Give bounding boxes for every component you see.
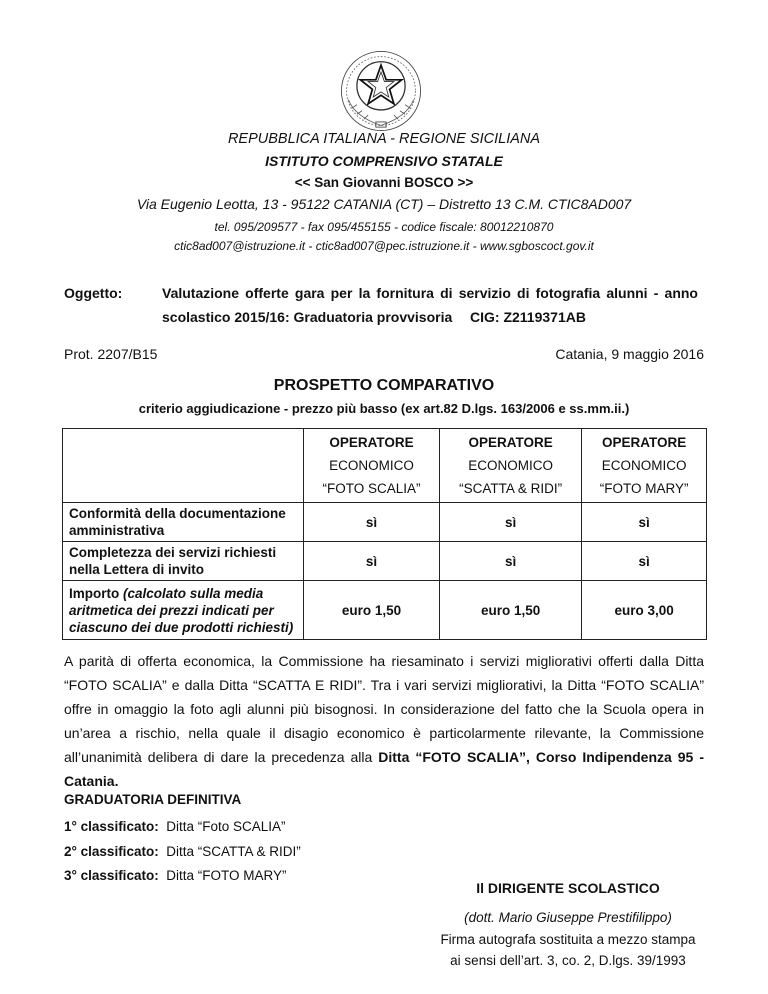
table-cell: sì: [582, 542, 707, 581]
table-cell: euro 1,50: [304, 581, 440, 640]
row-label-conformity: Conformità della documentazione amministrativa: [63, 503, 304, 542]
table-row: [63, 503, 707, 542]
header-institute: ISTITUTO COMPRENSIVO STATALE: [265, 153, 503, 169]
subject-line-2: scolastico 2015/16: Graduatoria provvisoria: [162, 309, 453, 325]
ranking-item: 3° classificato: Ditta “FOTO MARY”: [64, 868, 287, 883]
document-title: PROSPETTO COMPARATIVO: [273, 377, 495, 394]
signature-name: (dott. Mario Giuseppe Prestifilippo): [464, 910, 672, 925]
italian-republic-emblem-icon: [338, 48, 424, 134]
table-corner-cell: [63, 429, 304, 503]
operator-header-3: OPERATORE ECONOMICO “FOTO MARY”: [582, 429, 707, 503]
table-cell: sì: [304, 542, 440, 581]
decision-paragraph: A parità di offerta economica, la Commissione ha riesaminato i servizi migliorativi offerti dalla Ditta “FOTO SCALIA” e dalla Ditta “SCATTA E RIDI”. Tra i vari servizi migliorativi, la Ditta “FOTO SCALIA” offre in omaggio la foto agli alunni più bisognosi. In considerazione del fatto che la Scuola opera in un’area a rischio, nella quale il disagio economico è particolarmente rilevante, la Commissione all’unanimità delibera di dare la precedenza alla Ditta “FOTO SCALIA”, Corso Indipendenza 95 - Catania.: [64, 653, 704, 789]
table-cell: sì: [304, 503, 440, 542]
table-cell: euro 3,00: [582, 581, 707, 640]
table-cell: sì: [582, 503, 707, 542]
table-cell: sì: [440, 503, 582, 542]
signature-role: Il DIRIGENTE SCOLASTICO: [476, 880, 660, 896]
signature-note-2: ai sensi dell’art. 3, co. 2, D.lgs. 39/1993: [450, 953, 686, 968]
protocol-number: Prot. 2207/B15: [64, 346, 158, 362]
table-cell: sì: [440, 542, 582, 581]
header-republic: REPUBBLICA ITALIANA - REGIONE SICILIANA: [227, 131, 541, 147]
ranking-item: 2° classificato: Ditta “SCATTA & RIDI”: [64, 844, 301, 859]
header-address: Via Eugenio Leotta, 13 - 95122 CATANIA (CT) – Distretto 13 C.M. CTIC8AD007: [136, 196, 632, 212]
subject-label: Oggetto:: [64, 285, 123, 301]
comparison-table: [62, 428, 707, 640]
subject-line-1: Valutazione offerte gara per la fornitura di servizio di fotografia alunni - anno: [162, 285, 698, 301]
header-emails: ctic8ad007@istruzione.it - ctic8ad007@pec.istruzione.it - www.sgboscoct.gov.it: [174, 239, 594, 253]
ranking-item: 1° classificato: Ditta “Foto SCALIA”: [64, 819, 286, 834]
table-cell: euro 1,50: [440, 581, 582, 640]
table-row: [63, 542, 707, 581]
table-row: [63, 581, 707, 640]
signature-note-1: Firma autografa sostituita a mezzo stampa: [440, 932, 696, 947]
subject-cig: CIG: Z2119371AB: [470, 309, 586, 325]
operator-header-2: OPERATORE ECONOMICO “SCATTA & RIDI”: [440, 429, 582, 503]
ranking-title: GRADUATORIA DEFINITIVA: [64, 792, 242, 807]
award-criterion: criterio aggiudicazione - prezzo più basso (ex art.82 D.lgs. 163/2006 e ss.mm.ii.): [138, 401, 630, 416]
row-label-completeness: Completezza dei servizi richiesti nella Lettera di invito: [63, 542, 304, 581]
winner-highlight: Ditta “FOTO SCALIA”, Corso Indipendenza 95 - Catania.: [64, 749, 704, 789]
table-header-row: [63, 429, 707, 503]
row-label-amount: Importo (calcolato sulla media aritmetica dei prezzi indicati per ciascuno dei due prodotti richiesti): [63, 581, 304, 640]
operator-header-1: OPERATORE ECONOMICO “FOTO SCALIA”: [304, 429, 440, 503]
header-school-name: << San Giovanni BOSCO >>: [294, 175, 474, 190]
document-date: Catania, 9 maggio 2016: [555, 346, 704, 362]
header-contacts: tel. 095/209577 - fax 095/455155 - codice fiscale: 80012210870: [214, 220, 554, 234]
